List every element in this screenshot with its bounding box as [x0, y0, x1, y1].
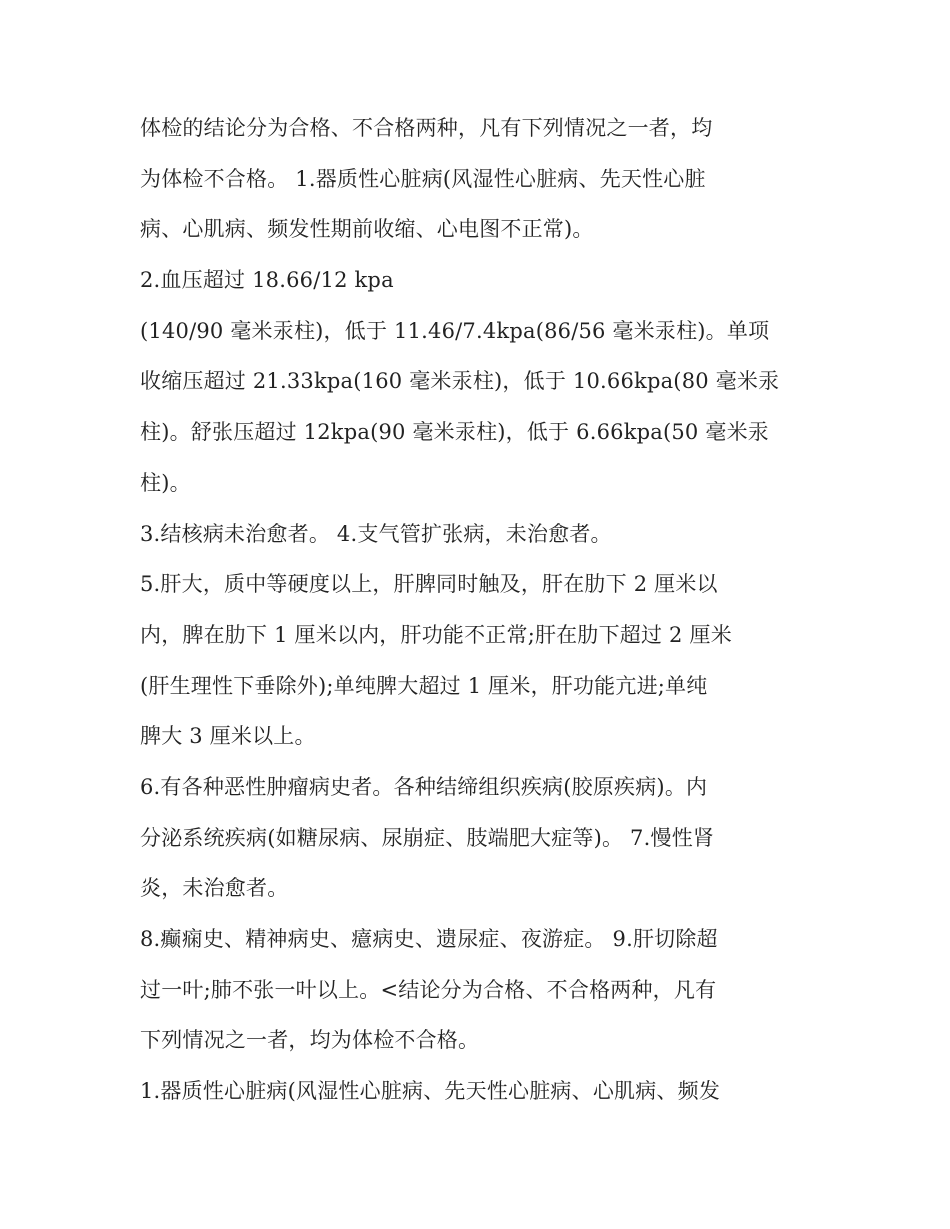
text-line: (肝生理性下垂除外);单纯脾大超过 1 厘米，肝功能亢进;单纯	[140, 673, 708, 698]
text-line: 内，脾在肋下 1 厘米以内，肝功能不正常;肝在肋下超过 2 厘米	[140, 622, 732, 647]
text-line: 体检的结论分为合格、不合格两种，凡有下列情况之一者，均	[140, 116, 713, 140]
text-line: 分泌系统疾病(如糖尿病、尿崩症、肢端肥大症等)。 7.慢性肾	[140, 825, 715, 850]
document-body	[140, 103, 812, 1117]
text-line: 1.器质性心脏病(风湿性心脏病、先天性心脏病、心肌病、频发	[140, 1079, 721, 1104]
text-line: (140/90 毫米汞柱)，低于 11.46/7.4kpa(86/56 毫米汞柱)。单项	[140, 318, 770, 343]
text-line: 脾大 3 厘米以上。	[140, 724, 316, 749]
text-line: 收缩压超过 21.33kpa(160 毫米汞柱)，低于 10.66kpa(80 毫米汞	[140, 369, 780, 394]
text-line: 柱)。舒张压超过 12kpa(90 毫米汞柱)，低于 6.66kpa(50 毫米汞	[140, 420, 769, 445]
text-line: 3.结核病未治愈者。 4.支气管扩张病，未治愈者。	[140, 521, 612, 546]
text-line: 病、心肌病、频发性期前收缩、心电图不正常)。	[140, 217, 594, 242]
text-line: 6.有各种恶性肿瘤病史者。各种结缔组织疾病(胶原疾病)。内	[140, 774, 708, 799]
text-line: 2.血压超过 18.66/12 kpa	[140, 268, 394, 293]
text-line: 下列情况之一者，均为体检不合格。	[140, 1028, 480, 1053]
text-line: 为体检不合格。 1.器质性心脏病(风湿性心脏病、先天性心脏	[140, 166, 706, 191]
text-line: 炎，未治愈者。	[140, 876, 289, 901]
text-line: 8.癫痫史、精神病史、癔病史、遗尿症、夜游症。 9.肝切除超	[140, 927, 718, 951]
text-line: 5.肝大，质中等硬度以上，肝脾同时触及，肝在肋下 2 厘米以	[140, 572, 718, 597]
text-line: 柱)。	[140, 470, 191, 495]
text-line: 过一叶;肺不张一叶以上。<结论分为合格、不合格两种，凡有	[140, 977, 717, 1002]
